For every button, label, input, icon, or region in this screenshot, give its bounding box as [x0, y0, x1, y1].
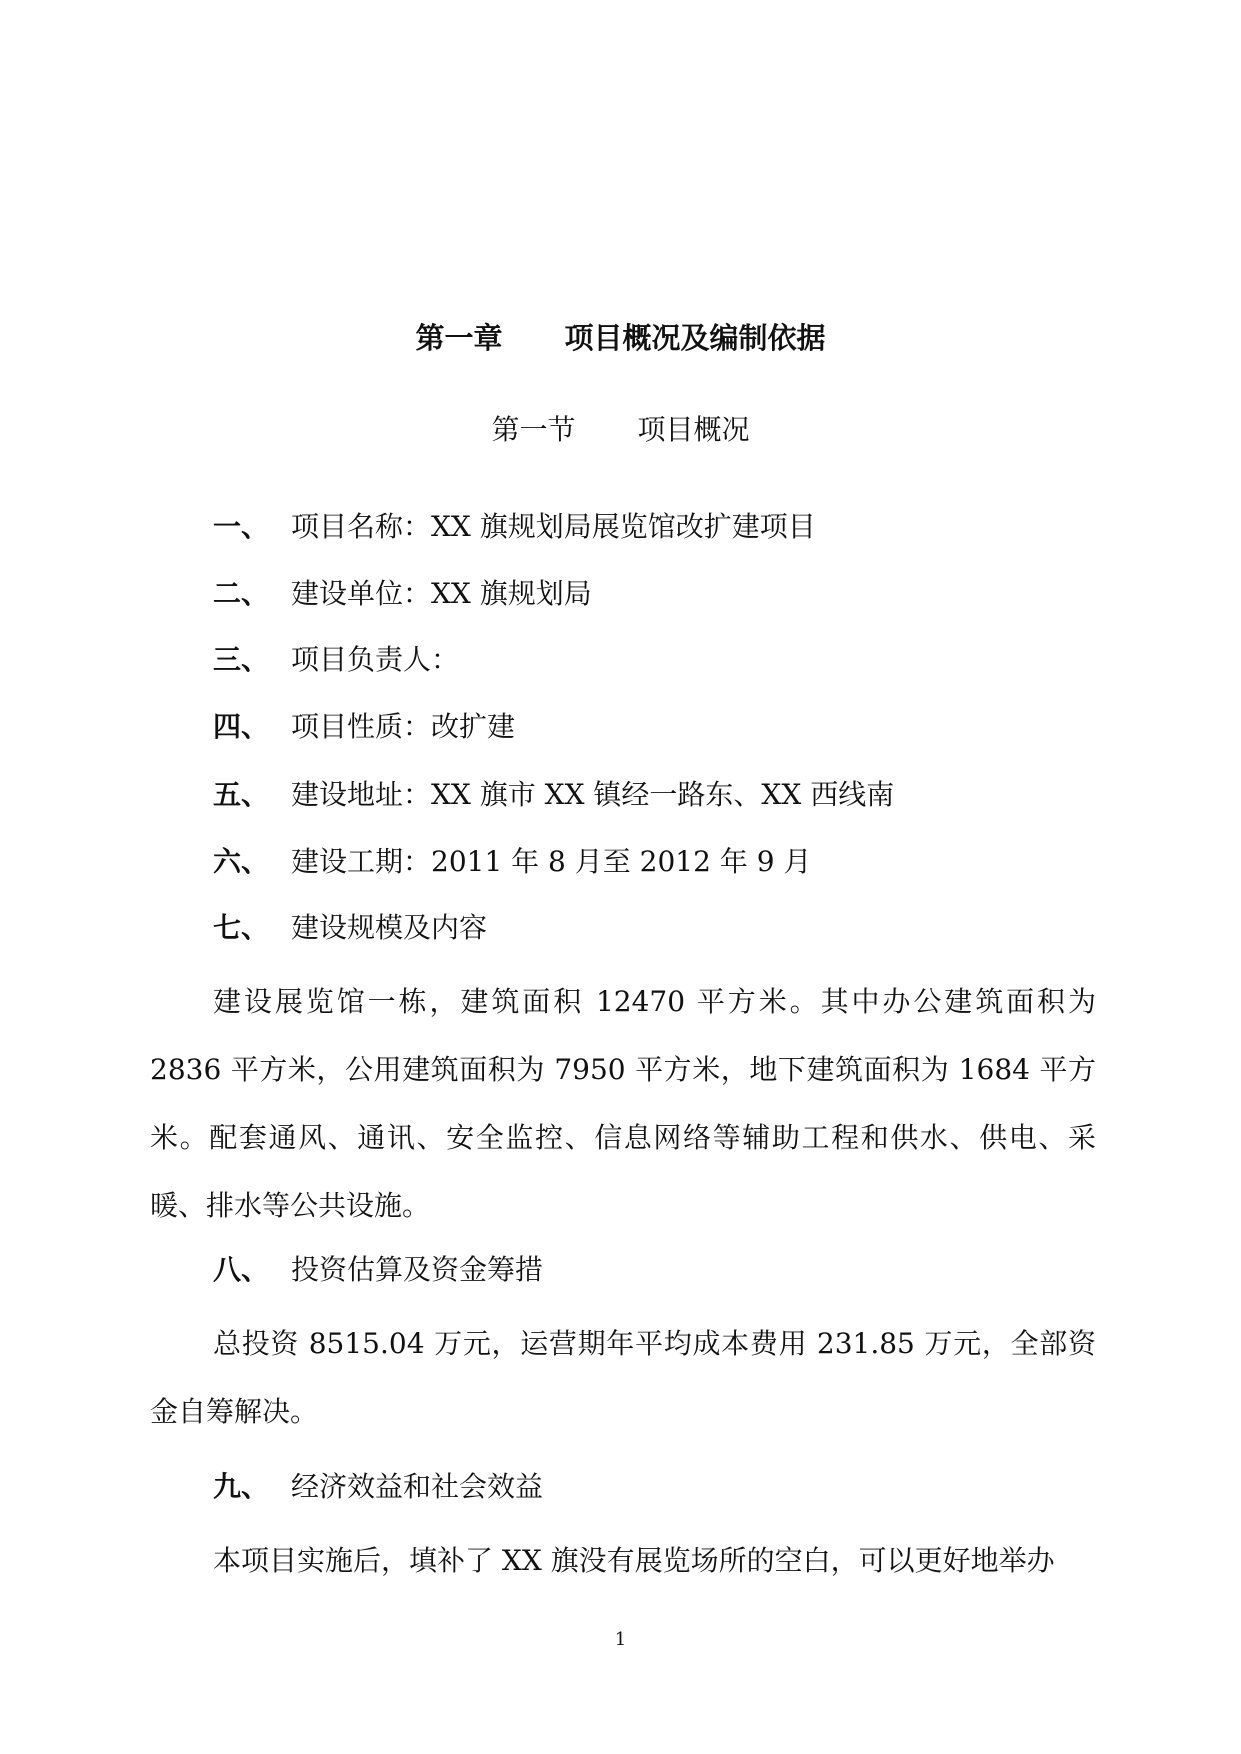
item-text: 投资估算及资金筹措 — [291, 1253, 544, 1286]
list-item — [213, 842, 811, 882]
list-item — [213, 707, 515, 747]
item-text: 经济效益和社会效益 — [291, 1470, 544, 1503]
list-item — [213, 507, 816, 547]
item-text: 建设单位：XX 旗规划局 — [291, 577, 592, 610]
item-number: 三、 — [213, 643, 270, 676]
section-label: 第一节 — [491, 413, 576, 446]
item-text: 项目性质：改扩建 — [291, 710, 516, 743]
list-item — [213, 1467, 543, 1507]
chapter-heading — [0, 318, 1241, 358]
item-text: 项目名称：XX 旗规划局展览馆改扩建项目 — [291, 510, 816, 543]
chapter-label: 第一章 — [415, 321, 503, 355]
section-title: 项目概况 — [637, 413, 750, 446]
item-text: 建设规模及内容 — [291, 911, 488, 944]
item-number: 九、 — [213, 1470, 270, 1503]
page-number: 1 — [614, 1629, 627, 1650]
section-heading — [0, 410, 1241, 450]
item-number: 七、 — [213, 911, 270, 944]
item-number: 二、 — [213, 577, 270, 610]
chapter-title: 项目概况及编制依据 — [564, 321, 826, 355]
item-number: 六、 — [213, 845, 270, 878]
body-paragraph: 总投资 8515.04 万元，运营期年平均成本费用 231.85 万元，全部资金自筹解决。 — [150, 1327, 1096, 1428]
item-text: 建设地址：XX 旗市 XX 镇经一路东、XX 西线南 — [291, 778, 895, 811]
item-text: 建设工期：2011 年 8 月至 2012 年 9 月 — [291, 845, 812, 878]
body-paragraph: 本项目实施后，填补了 XX 旗没有展览场所的空白，可以更好地举办 — [213, 1544, 1055, 1577]
item-text: 项目负责人： — [291, 643, 460, 676]
list-item — [213, 908, 487, 948]
item-number: 五、 — [213, 778, 270, 811]
list-item — [213, 640, 459, 680]
list-item — [213, 574, 592, 614]
list-item — [213, 775, 894, 815]
body-paragraph: 建设展览馆一栋，建筑面积 12470 平方米。其中办公建筑面积为 2836 平方米，公用建筑面积为 7950 平方米，地下建筑面积为 1684 平方米。配套通风、通讯、安全监控、信息网络等辅助工程和供水、供电、采暖、排水等公共设施。 — [150, 985, 1096, 1222]
list-item — [213, 1250, 543, 1290]
item-number: 八、 — [213, 1253, 270, 1286]
item-number: 一、 — [213, 510, 270, 543]
item-number: 四、 — [213, 710, 270, 743]
